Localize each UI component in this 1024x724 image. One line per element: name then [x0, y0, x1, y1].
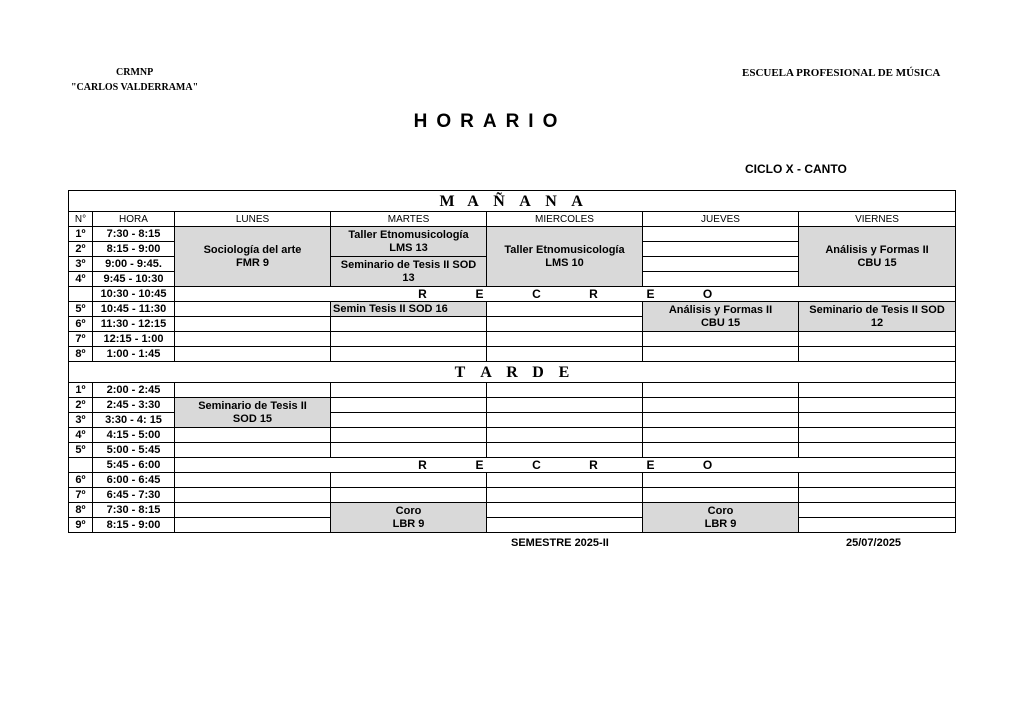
period-time: 4:15 - 5:00: [93, 428, 175, 443]
empty-cell: [175, 383, 331, 398]
empty-cell: [643, 413, 799, 428]
empty-cell: [643, 257, 799, 272]
empty-cell: [331, 413, 487, 428]
section-title-afternoon: T A R D E: [69, 362, 956, 383]
institution-name: "CARLOS VALDERRAMA": [71, 82, 199, 93]
section-row-morning: [69, 191, 956, 212]
empty-cell: [175, 332, 331, 347]
course-name: Seminario de Tesis II: [198, 399, 307, 412]
empty-cell: [799, 383, 956, 398]
empty-cell: [175, 473, 331, 488]
school-name: ESCUELA PROFESIONAL DE MÚSICA: [742, 67, 941, 79]
col-header-hora: HORA: [93, 212, 175, 227]
empty-cell: [331, 473, 487, 488]
period-number: 5º: [69, 443, 93, 458]
period-number: 8º: [69, 347, 93, 362]
period-time: 7:30 - 8:15: [93, 227, 175, 242]
empty-cell: [487, 398, 643, 413]
empty-cell: [331, 317, 487, 332]
period-number: 7º: [69, 332, 93, 347]
course-cell: [331, 503, 487, 533]
course-cell: [799, 302, 956, 332]
period-time: 6:00 - 6:45: [93, 473, 175, 488]
col-header-miercoles: MIERCOLES: [487, 212, 643, 227]
column-header-row: [69, 212, 956, 227]
period-time: 5:45 - 6:00: [93, 458, 175, 473]
course-name: Coro: [395, 504, 422, 517]
empty-cell: [643, 398, 799, 413]
date-label: 25/07/2025: [846, 537, 902, 549]
empty-cell: [643, 488, 799, 503]
period-number: 1º: [69, 227, 93, 242]
empty-cell: [643, 428, 799, 443]
course-cell: [175, 398, 331, 428]
empty-cell: [799, 413, 956, 428]
empty-cell: [799, 398, 956, 413]
period-number: [69, 458, 93, 473]
semester-label: SEMESTRE 2025-II: [511, 537, 609, 549]
period-number: 2º: [69, 242, 93, 257]
empty-cell: [487, 332, 643, 347]
section-title-morning: M A Ñ A N A: [69, 191, 956, 212]
empty-cell: [643, 272, 799, 287]
empty-cell: [175, 428, 331, 443]
empty-cell: [487, 317, 643, 332]
period-time: 2:00 - 2:45: [93, 383, 175, 398]
empty-cell: [331, 332, 487, 347]
period-time: 9:00 - 9:45.: [93, 257, 175, 272]
course-code: FMR 9: [236, 256, 269, 269]
empty-cell: [799, 503, 956, 518]
table-row: [69, 473, 956, 488]
period-number: 8º: [69, 503, 93, 518]
period-time: 2:45 - 3:30: [93, 398, 175, 413]
course-name: Taller Etnomusicología: [504, 243, 625, 256]
period-number: 3º: [69, 413, 93, 428]
empty-cell: [643, 383, 799, 398]
empty-cell: [643, 227, 799, 242]
empty-cell: [487, 428, 643, 443]
table-row: [69, 428, 956, 443]
course-code: LMS 10: [545, 256, 584, 269]
empty-cell: [331, 428, 487, 443]
empty-cell: [487, 347, 643, 362]
table-row: [69, 332, 956, 347]
empty-cell: [331, 347, 487, 362]
empty-cell: [175, 347, 331, 362]
empty-cell: [799, 428, 956, 443]
empty-cell: [331, 443, 487, 458]
period-time: 11:30 - 12:15: [93, 317, 175, 332]
empty-cell: [487, 302, 643, 317]
empty-cell: [331, 488, 487, 503]
table-row: [69, 302, 956, 317]
empty-cell: [331, 383, 487, 398]
col-header-viernes: VIERNES: [799, 212, 956, 227]
institution-short-name: CRMNP: [116, 67, 154, 78]
course-code: LBR 9: [392, 517, 425, 530]
recess-label: R E C R E O: [175, 287, 956, 302]
course-cell: [643, 302, 799, 332]
period-time: 10:45 - 11:30: [93, 302, 175, 317]
table-row: [69, 227, 956, 242]
page-title: HORARIO: [413, 111, 567, 132]
course-cell: [175, 227, 331, 287]
course-name: Seminario de Tesis II SOD: [809, 303, 945, 316]
empty-cell: [643, 347, 799, 362]
course-cell: [799, 227, 956, 287]
period-time: 8:15 - 9:00: [93, 242, 175, 257]
col-header-lunes: LUNES: [175, 212, 331, 227]
empty-cell: [799, 443, 956, 458]
col-header-jueves: JUEVES: [643, 212, 799, 227]
course-name: Análisis y Formas II: [825, 243, 929, 256]
period-time: 6:45 - 7:30: [93, 488, 175, 503]
course-code: CBU 15: [700, 316, 741, 329]
section-row-afternoon: [69, 362, 956, 383]
course-code: LBR 9: [704, 517, 737, 530]
empty-cell: [331, 398, 487, 413]
empty-cell: [175, 302, 331, 317]
table-row: [69, 488, 956, 503]
empty-cell: [487, 503, 643, 518]
empty-cell: [799, 332, 956, 347]
table-row: [69, 383, 956, 398]
course-cell: [643, 503, 799, 533]
period-number: 4º: [69, 428, 93, 443]
period-time: 8:15 - 9:00: [93, 518, 175, 533]
period-number: 9º: [69, 518, 93, 533]
empty-cell: [799, 347, 956, 362]
period-number: 6º: [69, 473, 93, 488]
schedule-table: [68, 190, 956, 533]
period-time: 7:30 - 8:15: [93, 503, 175, 518]
empty-cell: [643, 473, 799, 488]
empty-cell: [175, 317, 331, 332]
empty-cell: [487, 383, 643, 398]
recess-label: R E C R E O: [175, 458, 956, 473]
table-row: [69, 347, 956, 362]
empty-cell: [175, 518, 331, 533]
course-code: LMS 13: [389, 241, 428, 254]
cycle-label: CICLO X - CANTO: [745, 162, 847, 176]
period-number: 1º: [69, 383, 93, 398]
period-number: 7º: [69, 488, 93, 503]
empty-cell: [487, 413, 643, 428]
empty-cell: [643, 443, 799, 458]
table-row: [69, 518, 956, 533]
empty-cell: [643, 242, 799, 257]
empty-cell: [487, 443, 643, 458]
table-row: [69, 443, 956, 458]
recess-row: [69, 287, 956, 302]
empty-cell: [175, 488, 331, 503]
course-code: 13: [402, 271, 415, 284]
course-name: Análisis y Formas II: [668, 303, 773, 316]
period-time: 10:30 - 10:45: [93, 287, 175, 302]
empty-cell: [799, 518, 956, 533]
course-name: Taller Etnomusicología: [348, 228, 469, 241]
course-name: Coro: [707, 504, 734, 517]
col-header-num: N°: [69, 212, 93, 227]
period-number: 5º: [69, 302, 93, 317]
period-time: 9:45 - 10:30: [93, 272, 175, 287]
table-row: [69, 503, 956, 518]
empty-cell: [799, 473, 956, 488]
course-name: Sociología del arte: [203, 243, 302, 256]
col-header-martes: MARTES: [331, 212, 487, 227]
period-number: 2º: [69, 398, 93, 413]
empty-cell: [487, 518, 643, 533]
course-code: SOD 15: [232, 412, 273, 425]
period-time: 1:00 - 1:45: [93, 347, 175, 362]
period-number: 3º: [69, 257, 93, 272]
empty-cell: [175, 503, 331, 518]
empty-cell: [643, 332, 799, 347]
empty-cell: [487, 488, 643, 503]
period-time: 3:30 - 4: 15: [93, 413, 175, 428]
recess-row: [69, 458, 956, 473]
course-cell: [487, 227, 643, 287]
course-name: Seminario de Tesis II SOD: [340, 258, 477, 271]
period-number: 4º: [69, 272, 93, 287]
empty-cell: [175, 443, 331, 458]
period-number: [69, 287, 93, 302]
course-cell: Semin Tesis II SOD 16: [331, 302, 487, 317]
course-code: 12: [870, 316, 884, 329]
period-time: 5:00 - 5:45: [93, 443, 175, 458]
period-number: 6º: [69, 317, 93, 332]
empty-cell: [487, 473, 643, 488]
course-cell: [331, 227, 487, 257]
course-cell: [331, 257, 487, 287]
period-time: 12:15 - 1:00: [93, 332, 175, 347]
empty-cell: [799, 488, 956, 503]
course-code: CBU 15: [857, 256, 897, 269]
table-row: [69, 398, 956, 413]
